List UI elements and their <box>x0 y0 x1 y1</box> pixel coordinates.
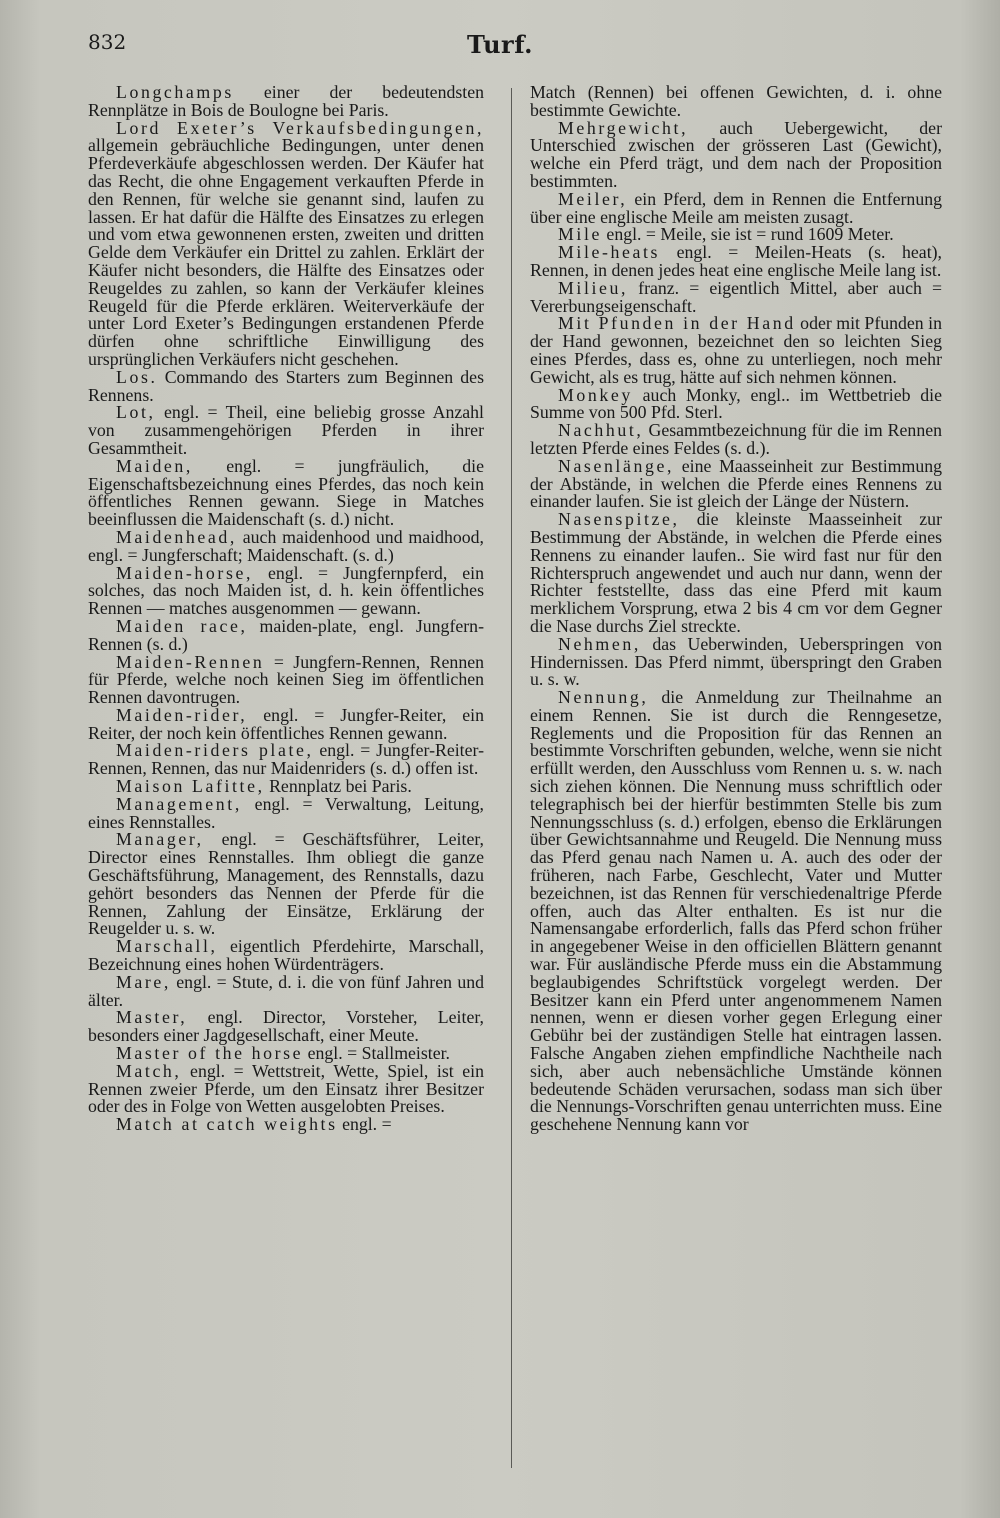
entry-headword: Mile-heats <box>558 242 661 263</box>
entry-text: engl. = Jungfer-Reiter, ein Reiter, der noch kein öffentliches Rennen gewann. <box>88 704 484 743</box>
dictionary-entry <box>88 404 484 457</box>
entry-headword: Mile <box>558 224 602 245</box>
dictionary-entry <box>88 455 484 530</box>
entry-text: engl. = Theil, eine beliebig grosse Anzahl von zusammengehörigen Pferden in ihrer Gesammtheit. <box>88 402 484 458</box>
dictionary-entry <box>530 422 942 458</box>
entry-headword: Maiden-horse, <box>116 562 253 583</box>
dictionary-entry <box>530 315 942 386</box>
dictionary-entry <box>530 84 942 120</box>
dictionary-entry <box>88 562 484 619</box>
entry-headword: Meiler, <box>558 188 628 209</box>
entry-text: Match (Rennen) bei offenen Gewichten, d. i. ohne bestimmte Gewichte. <box>530 84 942 120</box>
entry-text: oder mit Pfunden in der Hand gewonnen, bezeichnet den so leichten Sieg eines Pferdes, dass es, ohne zu unterliegen, noch mehr Gewicht, als es trug, hätte auf sich nehmen können. <box>530 313 942 387</box>
entry-text: Commando des Starters zum Beginnen des Rennens. <box>88 366 484 405</box>
dictionary-entry <box>88 366 484 405</box>
entry-text: engl. = Jungfer-Reiter-Rennen, Rennen, das nur Maidenriders (s. d.) offen ist. <box>88 740 484 779</box>
dictionary-entry <box>530 511 942 636</box>
entry-text: engl. = jungfräulich, die Eigenschaftsbezeichnung eines Pferdes, das noch kein öffentliches Rennen gewann. Siege in Matches beeinflussen die Maidenschaft (s. d.) nicht. <box>88 455 484 530</box>
entry-headword: Longchamps <box>116 84 234 102</box>
dictionary-entry <box>88 1060 484 1117</box>
entry-text: eigentlich Pferdehirte, Marschall, Bezeichnung eines hohen Würdenträgers. <box>88 936 484 975</box>
dictionary-entry <box>530 633 942 690</box>
entry-text: ein Pferd, dem in Rennen die Entfernung über eine englische Meile am meisten zusagt. <box>530 188 942 227</box>
entry-text: die Anmeldung zur Theilnahme an einem Rennen. Sie ist durch die Renngesetze, Reglements und die Proposition für das Rennen an bestimmte Vorschriften gebunden, welche, wenn sie nicht erfüllt werden, den Ausschluss vom Rennen u. s. w. nach sich ziehen können. Die Nennung muss schriftlich oder telegraphisch bei der hierfür bestimmten Stelle bis zum Nennungsschluss (s. d.) erfolgen, ebenso die Erklärungen über Gewichtsannahme und Reugeld. Die Nennung muss das Pferd genau nach Namen u. A. auch des oder der früheren, nach Farbe, Geschlecht, Vater und Mutter bezeichnen, ist das Rennen für verschiedenaltrige Pferde offen, auch das Alter enthalten. Es ist nur die Namensangabe erforderlich, falls das Pferd schon früher in angegebener Weise in den officiellen Blättern genannt war. Für ausländische Pferde muss ein die Abstammung beglaubigendes Schriftstück vorgelegt werden. Der Besitzer kann ein Pferd unter angenommenem Namen nennen, wenn er diesen vorher gegen Erlegung einer Gebühr bei der zuständigen Stelle hat eintragen lassen. Falsche Angaben ziehen empfindliche Nachtheile nach sich, aber auch nebensächliche Umstände können bedeutende Schäden verursachen, sodass man sich über die Nennungs-Vorschriften genau unterrichten muss. Eine geschehene Nennung kann vor <box>530 687 942 1135</box>
entry-text: engl. = Wettstreit, Wette, Spiel, ist ein Rennen zweier Pferde, um den Einsatz ihrer Besitzer oder des in Folge von Wetten ausgelobten Preises. <box>88 1060 484 1117</box>
dictionary-entry <box>530 689 942 1134</box>
entry-headword: Lord Exeter’s Verkaufsbedingungen, <box>116 117 484 138</box>
dictionary-entry <box>88 742 484 778</box>
entry-headword: Maiden-Rennen <box>116 651 265 672</box>
entry-text: engl. Director, Vorsteher, Leiter, besonders einer Jagdgesellschaft, einer Meute. <box>88 1007 484 1046</box>
dictionary-entry <box>88 117 484 369</box>
entry-text: maiden-plate, engl. Jungfern-Rennen (s. d.) <box>88 615 484 654</box>
entry-text: das Ueberwinden, Ueberspringen von Hindernissen. Das Pferd nimmt, überspringt den Graben u. s. w. <box>530 633 942 690</box>
running-head: Turf. <box>466 30 534 59</box>
dictionary-entry <box>530 277 942 316</box>
entry-headword: Maison Lafitte, <box>116 776 265 797</box>
entry-headword: Nasenspitze, <box>558 509 680 530</box>
entry-headword: Marschall, <box>116 936 218 957</box>
dictionary-entry <box>88 526 484 565</box>
dictionary-entry <box>88 1009 484 1045</box>
dictionary-entry <box>530 188 942 227</box>
entry-text: engl. = Jungfernpferd, ein solches, das noch Maiden ist, d. h. kein öffentliches Rennen — matches ausgenommen — gewann. <box>88 562 484 619</box>
entry-text: Rennplatz bei Paris. <box>264 776 412 797</box>
entry-headword: Nehmen, <box>558 633 641 654</box>
entry-text: engl. = Meile, sie ist = rund 1609 Meter. <box>601 224 894 245</box>
entry-headword: Master of the horse <box>116 1043 304 1064</box>
entry-headword: Monkey <box>558 384 633 405</box>
entry-text: engl. = Stute, d. i. die von fünf Jahren und älter. <box>88 971 484 1010</box>
entry-text: engl. = Verwaltung, Leitung, eines Rennstalles. <box>88 793 484 832</box>
entry-text: engl. = Stallmeister. <box>303 1043 450 1064</box>
entry-text: einer der bedeutendsten Rennplätze in Bois de Boulogne bei Paris. <box>88 84 484 120</box>
entry-headword: Match at catch weights <box>116 1114 338 1135</box>
entry-text: engl. = Meilen-Heats (s. heat), Rennen, in denen jedes heat eine englische Meile lang ist. <box>530 242 942 280</box>
dictionary-entry <box>88 1116 484 1134</box>
entry-headword: Nachhut, <box>558 420 644 441</box>
entry-headword: Maiden-rider, <box>116 704 248 725</box>
entry-text: Gesammtbezeichnung für die im Rennen letzten Pferde eines Feldes (s. d.). <box>530 420 942 458</box>
entry-headword: Nennung, <box>558 687 649 708</box>
entry-headword: Mit Pfunden in der Hand <box>558 313 796 334</box>
dictionary-entry <box>530 455 942 512</box>
dictionary-entry <box>88 615 484 654</box>
entry-headword: Manager, <box>116 829 204 850</box>
entry-text: allgemein gebräuchliche Bedingungen, unter denen Pferdeverkäufe abgeschlossen werden. Der Käufer hat das Recht, die ohne Engagement verkauften Pferde in den Rennen, für welche sie genannt sind, laufen zu lassen. Er hat dafür die Hälfte des Einsatzes zu erlegen und vom etwa gewonnenen ersten, zweiten und dritten Gelde dem Verkäufer ein Drittel zu zahlen. Erklärt der Käufer nicht besonders, die Hälfte des Einsatzes oder Reugeldes zu zahlen, so kann der Verkäufer kleines Reugeld für die Pferde erklären. Weiterverkäufe der unter Lord Exeter’s Bedingungen erstandenen Pferde dürfen ohne schriftliche Einwilligung des ursprünglichen Verkäufers nicht geschehen. <box>88 135 484 369</box>
entry-headword: Mare, <box>116 971 171 992</box>
entry-text: engl. = <box>337 1114 392 1135</box>
dictionary-entry <box>88 938 484 974</box>
dictionary-entry <box>88 793 484 832</box>
entry-headword: Match, <box>116 1060 182 1081</box>
dictionary-entry <box>88 831 484 938</box>
entry-headword: Milieu, <box>558 277 629 298</box>
entry-text: auch Uebergewicht, der Unterschied zwischen der grösseren Last (Gewicht), welche ein Pferd trägt, und dem nach der Proposition bestimmten. <box>530 117 942 191</box>
entry-headword: Lot, <box>116 402 156 423</box>
dictionary-entry <box>88 651 484 708</box>
page-number: 832 <box>88 30 127 54</box>
dictionary-entry <box>530 117 942 191</box>
entry-text: engl. = Geschäftsführer, Leiter, Director eines Rennstalles. Ihm obliegt die ganze Geschäftsführung, Management, des Rennstalls, dazu gehört besonders das Nennen der Pferde für die Rennen, Zahlung der Einsätze, Erklärung der Reugelder u. s. w. <box>88 829 484 939</box>
entry-headword: Maiden, <box>116 455 193 476</box>
entry-text: die kleinste Maasseinheit zur Bestimmung der Abstände, in welchen die Pferde eines Rennens zu einander laufen.. Sie wird fast nur für den Richterspruch angewendet und auch nur dann, wenn der Richter feststellte, dass das eine Pferd mit kaum merklichem Vorsprung, etwa 2 bis 4 cm vor dem Gegner die Nase durchs Ziel streckte. <box>530 509 942 636</box>
entry-headword: Maidenhead, <box>116 526 237 547</box>
entry-headword: Nasenlänge, <box>558 455 674 476</box>
dictionary-entry <box>88 971 484 1010</box>
entry-text: auch Monky, engl.. im Wettbetrieb die Summe von 500 Pfd. Sterl. <box>530 384 942 423</box>
entry-headword: Master, <box>116 1007 188 1028</box>
column-divider <box>511 88 512 1468</box>
dictionary-entry <box>88 84 484 120</box>
dictionary-entry <box>530 384 942 423</box>
entry-headword: Los. <box>116 366 158 387</box>
entry-text: auch maidenhood und maidhood, engl. = Jungferschaft; Maidenschaft. (s. d.) <box>88 526 484 565</box>
entry-headword: Maiden race, <box>116 615 248 636</box>
dictionary-entry <box>88 704 484 743</box>
entry-headword: Maiden-riders plate, <box>116 740 314 761</box>
entry-headword: Mehrgewicht, <box>558 117 689 138</box>
left-column <box>88 84 484 1464</box>
right-column <box>530 84 942 1464</box>
entry-text: franz. = eigentlich Mittel, aber auch = Vererbungseigenschaft. <box>530 277 942 316</box>
entry-headword: Management, <box>116 793 242 814</box>
entry-text: eine Maasseinheit zur Bestimmung der Abstände, in welchen die Pferde eines Rennens zu einander laufen. Sie ist gleich der Länge der Nüstern. <box>530 455 942 512</box>
dictionary-entry <box>530 244 942 280</box>
entry-text: = Jungfern-Rennen, Rennen für Pferde, welche noch keinen Sieg im öffentlichen Rennen davontrugen. <box>88 651 484 708</box>
